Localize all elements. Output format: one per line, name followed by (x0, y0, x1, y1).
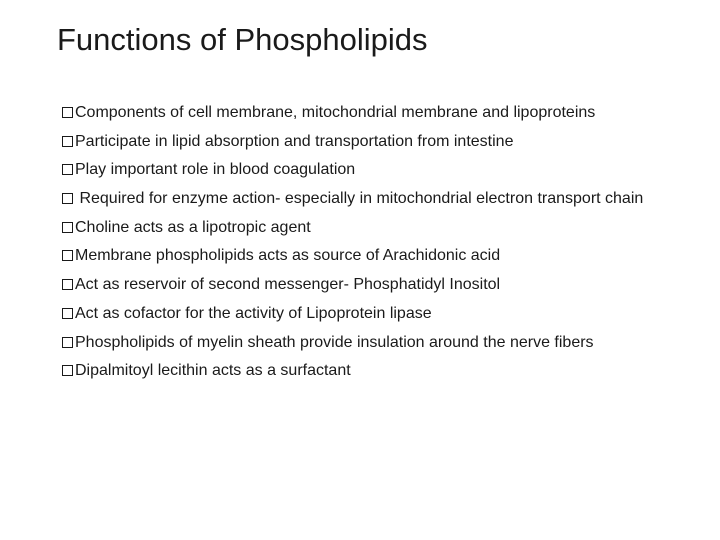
bullet-text: Act as reservoir of second messenger- Phosphatidyl Inositol (75, 276, 501, 294)
bullet-text: Participate in lipid absorption and transportation from intestine (75, 132, 514, 150)
bullet-text: Components of cell membrane, mitochondrial membrane and lipoproteins (75, 104, 596, 121)
list-item (62, 187, 662, 212)
list-item (62, 359, 662, 384)
slide-title: Functions of Phospholipids (57, 22, 428, 57)
bullet-text: Required for enzyme action- especially in mitochondrial electron transport chain (75, 190, 644, 208)
square-bullet-icon (62, 222, 73, 233)
square-bullet-icon (62, 164, 73, 175)
square-bullet-icon (62, 136, 73, 147)
square-bullet-icon (62, 337, 73, 348)
list-item (62, 158, 662, 183)
square-bullet-icon (62, 365, 73, 376)
square-bullet-icon (62, 193, 73, 204)
list-item (62, 130, 662, 155)
square-bullet-icon (62, 308, 73, 319)
list-item (62, 101, 662, 126)
bullet-list (62, 101, 662, 388)
bullet-text: Membrane phospholipids acts as source of Arachidonic acid (75, 247, 501, 265)
list-item (62, 273, 662, 298)
bullet-text: Choline acts as a lipotropic agent (75, 218, 311, 236)
bullet-text: Act as cofactor for the activity of Lipoprotein lipase (75, 304, 432, 322)
bullet-text: Dipalmitoyl lecithin acts as a surfactant (75, 362, 351, 380)
bullet-text: Play important role in blood coagulation (75, 161, 356, 179)
square-bullet-icon (62, 107, 73, 118)
list-item (62, 244, 662, 269)
square-bullet-icon (62, 279, 73, 290)
list-item (62, 302, 662, 327)
list-item (62, 216, 662, 241)
list-item (62, 331, 662, 356)
square-bullet-icon (62, 250, 73, 261)
bullet-text: Phospholipids of myelin sheath provide insulation around the nerve fibers (75, 333, 594, 351)
